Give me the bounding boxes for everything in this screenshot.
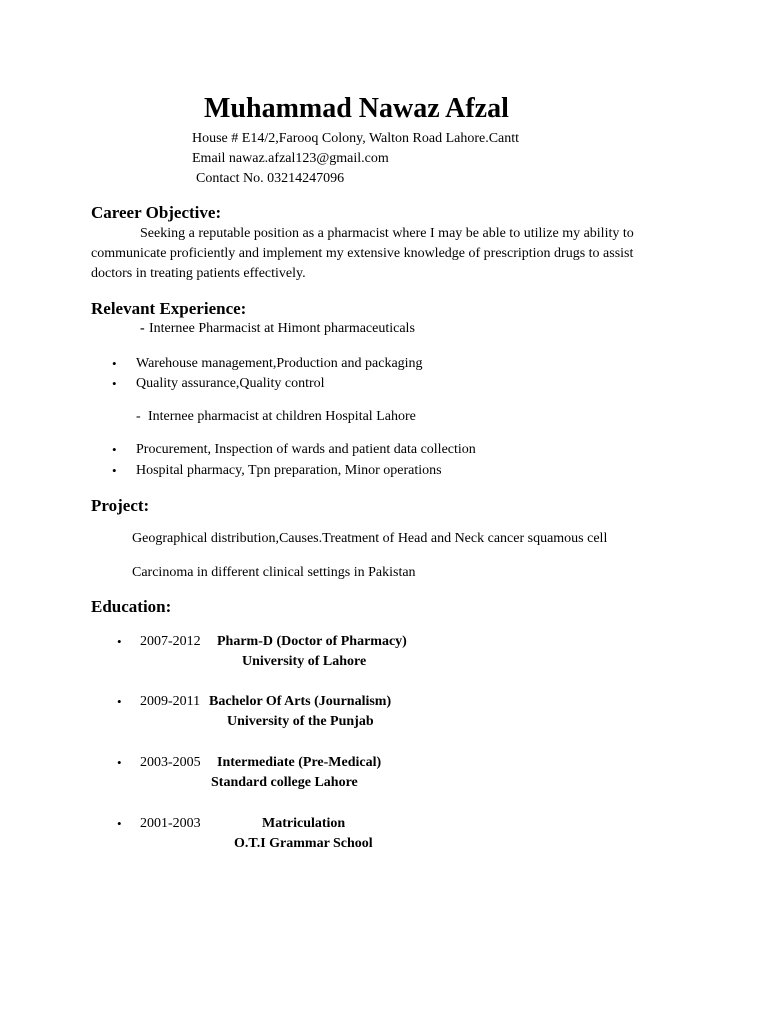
experience-heading: Relevant Experience: (91, 299, 247, 318)
bullet-icon: • (117, 755, 122, 770)
education-institution: University of Lahore (242, 654, 367, 669)
career-objective-heading: Career Objective: (91, 203, 222, 222)
experience-bullet: Hospital pharmacy, Tpn preparation, Minor operations (136, 463, 442, 478)
bullet-icon: • (112, 463, 117, 478)
email-line: Email nawaz.afzal123@gmail.com (192, 151, 389, 166)
education-degree: Intermediate (Pre-Medical) (217, 755, 382, 770)
position-title: Internee Pharmacist at Himont pharmaceuticals (149, 321, 415, 336)
experience-bullet: Warehouse management,Production and packaging (136, 356, 423, 371)
experience-bullet: Quality assurance,Quality control (136, 376, 325, 391)
address-line: House # E14/2,Farooq Colony, Walton Road Lahore.Cantt (192, 131, 520, 146)
position-dash: - (136, 409, 141, 424)
education-institution: University of the Punjab (227, 714, 374, 729)
position-title: Internee pharmacist at children Hospital Lahore (148, 409, 416, 424)
education-degree: Matriculation (262, 816, 346, 831)
objective-line: doctors in treating patients effectively. (91, 266, 306, 281)
education-degree: Bachelor Of Arts (Journalism) (209, 694, 392, 709)
education-years: 2009-2011 (140, 694, 201, 709)
position-dash: - (140, 321, 145, 336)
bullet-icon: • (117, 694, 122, 709)
education-heading: Education: (91, 597, 172, 616)
experience-bullet: Procurement, Inspection of wards and patient data collection (136, 442, 476, 457)
candidate-name: Muhammad Nawaz Afzal (204, 93, 509, 124)
education-degree: Pharm-D (Doctor of Pharmacy) (217, 634, 407, 649)
education-years: 2007-2012 (140, 634, 201, 649)
education-institution: O.T.I Grammar School (234, 836, 373, 851)
education-years: 2001-2003 (140, 816, 201, 831)
education-institution: Standard college Lahore (211, 775, 358, 790)
objective-line: Seeking a reputable position as a pharmacist where I may be able to utilize my ability to (140, 226, 634, 241)
bullet-icon: • (112, 442, 117, 457)
project-heading: Project: (91, 496, 150, 515)
project-line: Geographical distribution,Causes.Treatment of Head and Neck cancer squamous cell (132, 531, 608, 546)
bullet-icon: • (117, 634, 122, 649)
project-line: Carcinoma in different clinical settings in Pakistan (132, 565, 416, 580)
bullet-icon: • (112, 356, 117, 371)
bullet-icon: • (117, 816, 122, 831)
education-years: 2003-2005 (140, 755, 201, 770)
objective-line: communicate proficiently and implement my extensive knowledge of prescription drugs to assist (91, 246, 634, 261)
contact-line: Contact No. 03214247096 (196, 171, 345, 186)
bullet-icon: • (112, 376, 117, 391)
